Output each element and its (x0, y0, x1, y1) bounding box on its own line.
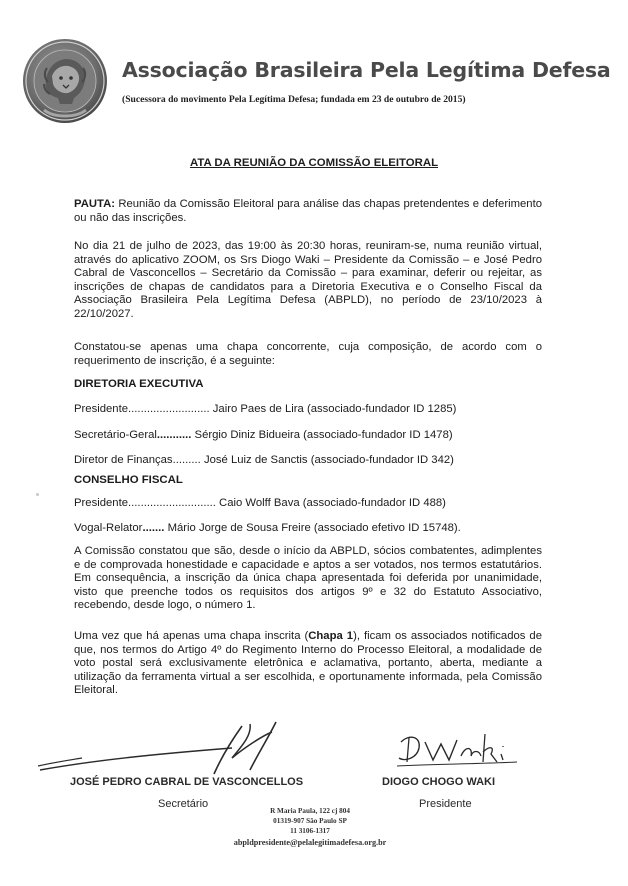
voting-text-part1: Uma vez que há apenas uma chapa inscrita ( (74, 630, 309, 642)
secretary-signature (36, 718, 306, 778)
member-name: Caio Wolff Bava (associado-fundador ID 488) (219, 497, 446, 509)
diretoria-member (74, 454, 554, 466)
member-role: Diretor de Finanças (74, 454, 173, 466)
member-dots: .......................... (128, 403, 210, 415)
footer-address-line2: 01319-907 São Paulo SP (273, 817, 347, 825)
org-subtitle: (Sucessora do movimento Pela Legítima Defesa; fundada em 23 de outubro de 2015) (122, 94, 466, 105)
member-role: Presidente (74, 497, 129, 509)
president-signature (395, 728, 520, 772)
member-dots: ........... (156, 429, 192, 441)
member-dots: ............................ (128, 497, 216, 509)
member-name: Mário Jorge de Sousa Freire (associado efetivo ID 15748). (167, 522, 461, 534)
pauta-label: PAUTA: (74, 198, 115, 210)
member-role: Presidente (74, 403, 129, 415)
member-dots: ....... (142, 522, 165, 534)
footer-contact (200, 806, 420, 848)
voting-paragraph (74, 630, 542, 698)
footer-email: abpldpresidente@pelalegitimadefesa.org.br (233, 838, 387, 847)
meeting-paragraph: No dia 21 de julho de 2023, das 19:00 às 20:30 horas, reuniram-se, numa reunião virtual, através do aplicativo ZOOM, os Srs Diogo Waki – Presidente da Comissão – e José Pedro Cabral de Vasconcellos – Secretário da Comissão – para examinar, deferir ou rejeitar, as inscrições de chapas de candidatos para a Diretoria Executiva e o Conselho Fiscal da Associação Brasileira Pela Legítima Defesa (ABPLD), no período de 23/10/2023 à 22/10/2027. (74, 240, 542, 320)
slate-paragraph: Constatou-se apenas uma chapa concorrente, cuja composição, de acordo com o requerimento de inscrição, é a seguinte: (74, 341, 542, 367)
lion-seal-icon (22, 38, 108, 124)
secretary-name: JOSÉ PEDRO CABRAL DE VASCONCELLOS (70, 776, 304, 788)
diretoria-member (74, 403, 554, 415)
chapa-label: Chapa 1 (308, 630, 354, 642)
member-role: Secretário-Geral (74, 429, 157, 441)
member-name: José Luiz de Sanctis (associado-fundador ID 342) (203, 454, 454, 466)
member-name: Sérgio Diniz Bidueira (associado-fundador ID 1478) (194, 429, 453, 441)
eligibility-paragraph: A Comissão constatou que são, desde o início da ABPLD, sócios combatentes, adimplentes e de comprovada honestidade e capacidade e aptos a ser votados, nos termos estatutários. Em consequência, a inscrição da única chapa apresentada foi deferida por unanimidade, visto que preenche todos os requisitos dos artigos 9º e 32 do Estatuto Associativo, recebendo, desde logo, o número 1. (74, 545, 542, 612)
pauta-paragraph (74, 198, 542, 225)
pauta-text: Reunião da Comissão Eleitoral para análise das chapas pretendentes e deferimento ou não das inscrições. (74, 198, 543, 224)
footer-address-line1: R Maria Paula, 122 cj 804 (270, 807, 350, 815)
member-role: Vogal-Relator (74, 522, 143, 534)
conselho-heading: CONSELHO FISCAL (74, 474, 183, 486)
diretoria-heading: DIRETORIA EXECUTIVA (74, 378, 204, 390)
president-role: Presidente (419, 798, 472, 810)
voting-text-part2: ), ficam os associados notificados de que, nos termos do Artigo 4º do Regimento Interno do Processo Eleitoral, a modalidade de voto postal será exclusivamente eletrônica e aclamativa, portanto, aberta, mediante a utilização da ferramenta virtual a ser escolhida, e oportunamente informada, pela Comissão Eleitoral. (74, 630, 542, 697)
diretoria-member (74, 429, 554, 441)
org-name: Associação Brasileira Pela Legítima Defesa (122, 58, 611, 82)
member-dots: ......... (172, 454, 201, 466)
footer-phone: 11 3106-1317 (290, 827, 330, 835)
scan-speck (36, 493, 39, 496)
secretary-role: Secretário (158, 798, 209, 810)
president-name: DIOGO CHOGO WAKI (382, 776, 496, 788)
conselho-member (74, 522, 554, 534)
document-title: ATA DA REUNIÃO DA COMISSÃO ELEITORAL (189, 157, 439, 169)
conselho-member (74, 497, 554, 509)
member-name: Jairo Paes de Lira (associado-fundador ID 1285) (212, 403, 457, 415)
